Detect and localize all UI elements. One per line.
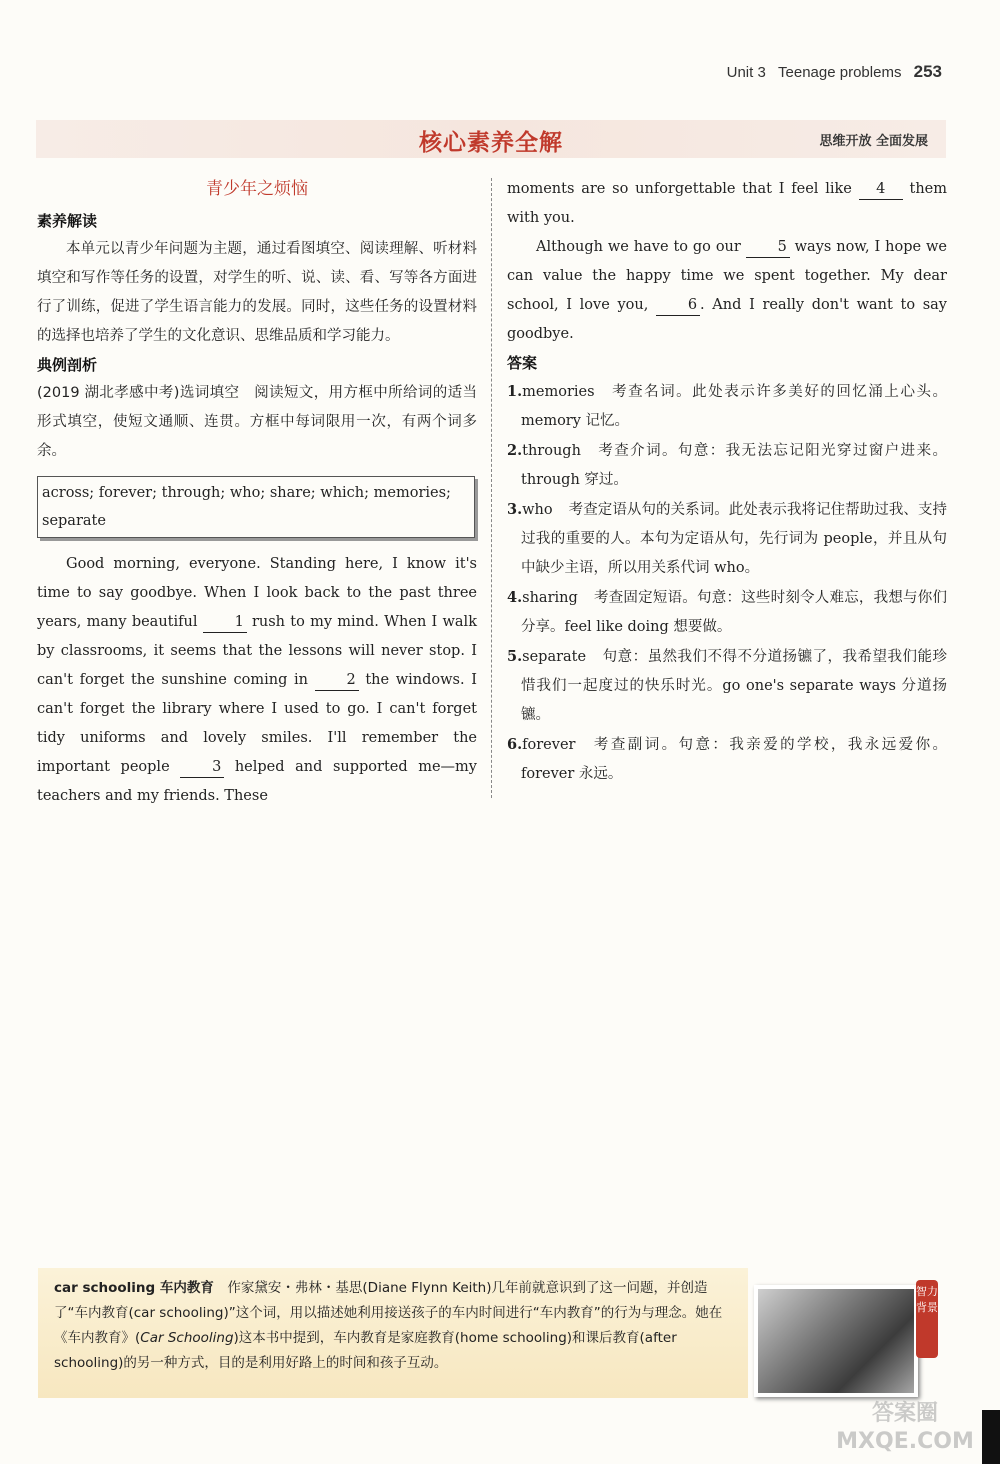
passage-text: Good morning, everyone. Standing here, I know it's time to say goodbye. When I look back to the past three years, many beautiful bbox=[37, 556, 477, 630]
answer-word: separate bbox=[522, 649, 587, 665]
answer-word: through bbox=[522, 443, 581, 459]
answer-number: 5. bbox=[507, 648, 523, 665]
passage-text: ways now, I hope we can value the happy time we spent together. My dear school, I love you, bbox=[507, 239, 947, 313]
passage-text: helped and supported me—my teachers and my friends. These bbox=[37, 759, 478, 804]
example-source: (2019 湖北孝感中考) bbox=[37, 385, 180, 401]
passage-text: them with you. bbox=[507, 181, 947, 226]
blank-3: 3 bbox=[180, 757, 224, 778]
answer-item bbox=[507, 642, 947, 730]
answer-word: memories bbox=[522, 384, 595, 400]
answer-explanation: 考查固定短语。句意：这些时刻令人难忘，我想与你们分享。feel like doing 想要做。 bbox=[521, 590, 947, 635]
banner-title: 核心素养全解 bbox=[419, 130, 563, 156]
section-banner bbox=[36, 120, 946, 158]
answer-word: sharing bbox=[522, 590, 578, 606]
answer-number: 6. bbox=[507, 736, 523, 753]
answer-list bbox=[507, 377, 947, 789]
answer-number: 4. bbox=[507, 589, 523, 606]
example-instruction-text: 选词填空 阅读短文，用方框中所给词的适当形式填空，使短文通顺、连贯。方框中每词限用一次，有两个词多余。 bbox=[37, 385, 478, 459]
note-photo bbox=[754, 1285, 918, 1397]
note-text bbox=[54, 1276, 739, 1376]
answer-explanation: 考查介词。句意：我无法忘记阳光穿过窗户进来。through 穿过。 bbox=[521, 443, 947, 488]
word-box: across; forever; through; who; share; which; memories; separate bbox=[37, 476, 475, 538]
answer-word: forever bbox=[522, 737, 576, 753]
answer-explanation: 句意：虽然我们不得不分道扬镳了，我希望我们能珍惜我们一起度过的快乐时光。go one's separate ways 分道扬镳。 bbox=[521, 649, 947, 723]
book-title: Car Schooling bbox=[140, 1330, 234, 1346]
page-number: 253 bbox=[913, 62, 942, 81]
background-note bbox=[38, 1268, 748, 1398]
answers-label: 答案 bbox=[507, 354, 538, 372]
answer-item bbox=[507, 436, 947, 495]
interpretation-label: 素养解读 bbox=[37, 212, 98, 230]
answer-item bbox=[507, 495, 947, 583]
right-column bbox=[507, 175, 947, 789]
passage-text: the windows. I can't forget the library where I used to go. I can't forget tidy uniforms and lovely smiles. I'll remember the important people bbox=[37, 672, 478, 775]
answer-explanation: 考查定语从句的关系词。此处表示我将记住帮助过我、支持过我的重要的人。本句为定语从句，先行词为 people，并且从句中缺少主语，所以用关系代词 who。 bbox=[521, 502, 947, 576]
left-column bbox=[37, 175, 477, 811]
answer-number: 1. bbox=[507, 383, 523, 400]
blank-4: 4 bbox=[859, 179, 903, 200]
passage-text: Although we have to go our bbox=[536, 239, 746, 255]
background-badge: 智力背景 bbox=[916, 1280, 938, 1358]
answer-item bbox=[507, 730, 947, 789]
note-heading: car schooling 车内教育 bbox=[54, 1280, 214, 1296]
passage-text: rush to my mind. When I walk by classrooms, it seems that the lessons will never stop. I can't forget the sunshine coming in bbox=[37, 614, 477, 688]
banner-subtitle: 思维开放 全面发展 bbox=[819, 134, 928, 149]
interpretation-text: 本单元以青少年问题为主题，通过看图填空、阅读理解、听材料填空和写作等任务的设置，对学生的听、说、读、看、写等各方面进行了训练，促进了学生语言能力的发展。同时，这些任务的设置材料的选择也培养了学生的文化意识、思维品质和学习能力。 bbox=[37, 241, 477, 344]
note-body: 作家黛安・弗林・基思(Diane Flynn Keith)几年前就意识到了这一问题，并创造了“车内教育(car schooling)”这个词，用以描述她利用接送孩子的车内时间进行“车内教育”的行为与理念。她在《车内教育》( bbox=[54, 1280, 723, 1346]
answer-number: 2. bbox=[507, 442, 523, 459]
answer-item bbox=[507, 583, 947, 642]
passage-paragraph-1 bbox=[37, 550, 477, 811]
watermark: 答案圈 MXQE.COM bbox=[836, 1401, 974, 1454]
passage-continuation bbox=[507, 175, 947, 233]
example-instruction bbox=[37, 379, 477, 466]
answer-explanation: 考查副词。句意：我亲爱的学校，我永远爱你。forever 永远。 bbox=[521, 737, 947, 782]
unit-label: Unit 3 bbox=[726, 64, 766, 81]
column-divider bbox=[491, 178, 492, 798]
note-body: )这本书中提到，车内教育是家庭教育(home schooling)和课后教育(after schooling)的另一种方式，目的是利用好路上的时间和孩子互动。 bbox=[54, 1330, 677, 1371]
blank-5: 5 bbox=[746, 237, 790, 258]
page-header bbox=[727, 62, 942, 82]
section-title: 青少年之烦恼 bbox=[206, 179, 308, 199]
example-label: 典例剖析 bbox=[37, 356, 98, 374]
answer-number: 3. bbox=[507, 501, 523, 518]
blank-6: 6 bbox=[656, 295, 700, 316]
blank-2: 2 bbox=[315, 670, 359, 691]
passage-text: . And I really don't want to say goodbye. bbox=[507, 297, 947, 342]
answer-word: who bbox=[522, 502, 553, 518]
corner-mark bbox=[982, 1410, 1000, 1464]
passage-paragraph-2 bbox=[507, 233, 947, 349]
answer-explanation: 考查名词。此处表示许多美好的回忆涌上心头。memory 记忆。 bbox=[521, 384, 947, 429]
answer-item bbox=[507, 377, 947, 436]
blank-1: 1 bbox=[203, 612, 247, 633]
unit-topic: Teenage problems bbox=[778, 64, 902, 81]
passage-text: moments are so unforgettable that I feel like bbox=[507, 181, 859, 197]
